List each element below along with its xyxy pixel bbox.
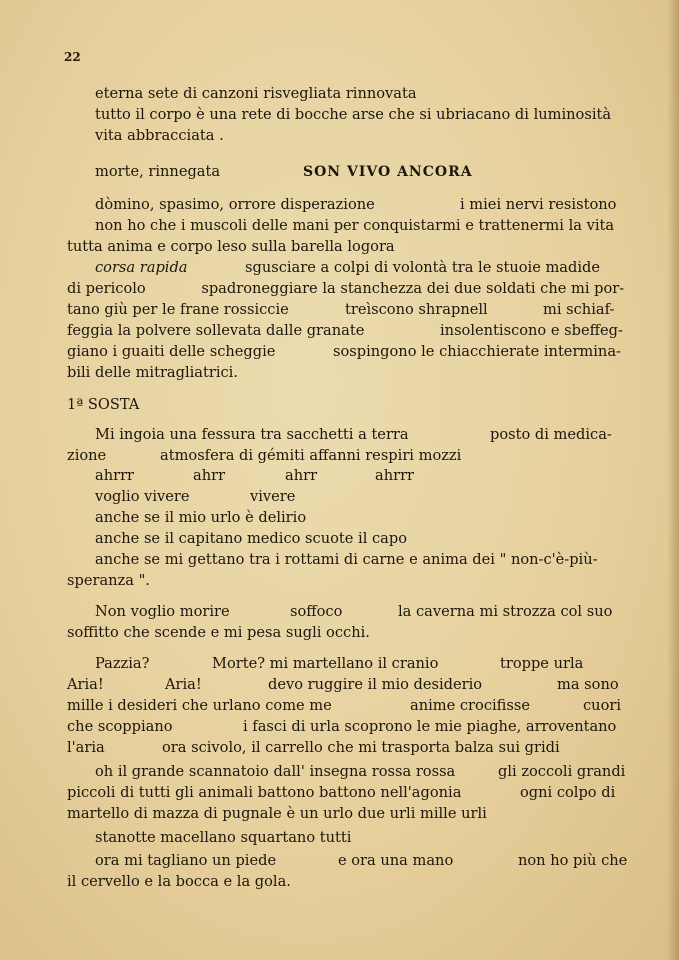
text-line: ogni colpo di [520, 784, 616, 801]
text-line: anche se mi gettano tra i rottami di carne e anima dei " non-c'è-più- [95, 551, 598, 568]
text-line: che scoppiano [67, 718, 173, 735]
text-line: feggia la polvere sollevata dalle granate [67, 322, 365, 339]
text-line: eterna sete di canzoni risvegliata rinnovata [95, 85, 417, 102]
section-heading: 1ª SOSTA [67, 396, 140, 413]
text-line: posto di medica- [490, 426, 612, 443]
text-line: cuori [583, 697, 622, 714]
text-line: devo ruggire il mio desiderio [268, 676, 483, 693]
text-line: mille i desideri che urlano come me [67, 697, 332, 714]
text-line: dòmino, spasimo, orrore disperazione [95, 196, 375, 213]
text-line: Aria! [67, 676, 104, 693]
text-line: vita abbracciata . [95, 127, 224, 144]
text-line: insolentiscono e sbeffeg- [440, 322, 623, 339]
text-line: stanotte macellano squartano tutti [95, 829, 352, 846]
text-line: anche se il mio urlo è delirio [95, 509, 307, 526]
text-line: zione [67, 447, 107, 464]
text-line: ora scivolo, il carrello che mi trasporta balza sui gridi [162, 739, 560, 756]
text-line: atmosfera di gémiti affanni respiri mozzi [160, 447, 462, 464]
text-line: gli zoccoli grandi [498, 763, 626, 780]
text-line: anche se il capitano medico scuote il capo [95, 530, 408, 547]
text-line: non ho più che [518, 852, 628, 869]
text-line: soffoco [290, 603, 343, 620]
text-line: Pazzia? [95, 655, 150, 672]
text-line: di pericolo spadroneggiare la stanchezza dei due soldati che mi por- [67, 280, 625, 297]
text-line: i fasci di urla scoprono le mie piaghe, arroventano [243, 718, 617, 735]
onomatopoeia: ahrr [285, 467, 318, 484]
text-line: vivere [250, 488, 296, 505]
text-line: e ora una mano [338, 852, 454, 869]
text-line: ma sono [557, 676, 619, 693]
onomatopoeia: ahrrr [95, 467, 135, 484]
text-line: Non voglio morire [95, 603, 230, 620]
text-line: troppe urla [500, 655, 584, 672]
text-line: tano giù per le frane rossiccie [67, 301, 289, 318]
section-title: SON VIVO ANCORA [303, 164, 473, 180]
onomatopoeia: ahrrr [375, 467, 415, 484]
text-line: piccoli di tutti gli animali battono battono nell'agonia [67, 784, 462, 801]
text-line: morte, rinnegata [95, 163, 221, 180]
text-line: voglio vivere [95, 488, 190, 505]
text-line: Mi ingoia una fessura tra sacchetti a terra [95, 426, 409, 443]
text-line: tutto il corpo è una rete di bocche arse che si ubriacano di luminosità [95, 106, 612, 123]
page-number: 22 [64, 50, 81, 64]
page-edge-shadow [667, 0, 679, 960]
text-line: oh il grande scannatoio dall' insegna rossa rossa [95, 763, 456, 780]
text-line: sospingono le chiacchierate intermina- [333, 343, 621, 360]
text-line: Aria! [165, 676, 202, 693]
text-line: Morte? mi martellano il cranio [212, 655, 439, 672]
text-line: l'aria [67, 739, 105, 756]
text-line: i miei nervi resistono [460, 196, 617, 213]
text-line: la caverna mi strozza col suo [398, 603, 613, 620]
text-line: non ho che i muscoli delle mani per conquistarmi e trattenermi la vita [95, 217, 615, 234]
text-line: il cervello e la bocca e la gola. [67, 873, 291, 890]
onomatopoeia: ahrr [193, 467, 226, 484]
text-line: bili delle mitragliatrici. [67, 364, 238, 381]
italic-phrase: corsa rapida [95, 259, 188, 276]
text-line: martello di mazza di pugnale è un urlo due urli mille urli [67, 805, 487, 822]
text-line: mi schiaf- [543, 301, 615, 318]
text-line: speranza ". [67, 572, 150, 589]
text-line: soffitto che scende e mi pesa sugli occhi. [67, 624, 370, 641]
text-line: tutta anima e corpo leso sulla barella logora [67, 238, 395, 255]
text-line: treìscono shrapnell [345, 301, 488, 318]
text-line: sgusciare a colpi di volontà tra le stuoie madide [245, 259, 600, 276]
text-line: anime crocifisse [410, 697, 531, 714]
text-line: giano i guaiti delle scheggie [67, 343, 276, 360]
text-line: ora mi tagliano un piede [95, 852, 277, 869]
